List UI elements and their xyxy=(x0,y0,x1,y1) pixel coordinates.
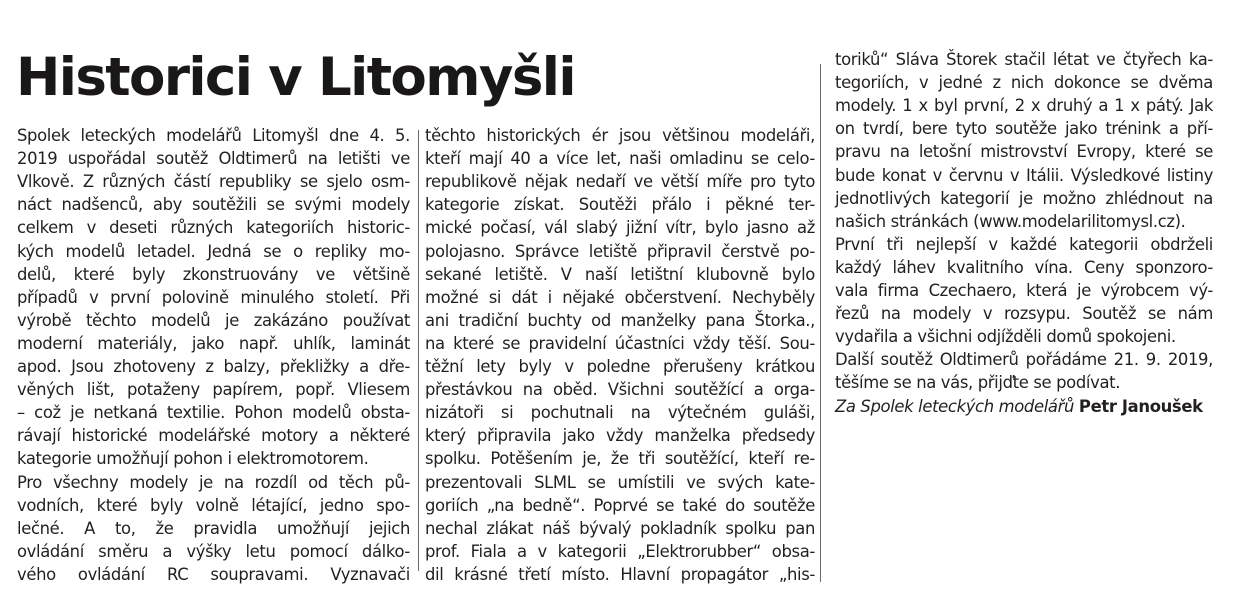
article-line: mické počasí, vál slabý jižní vítr, bylo jasno až xyxy=(425,218,815,238)
article-line: kategorie získat. Soutěži přálo i pěkné ter- xyxy=(425,195,815,215)
article-line: který připravila jako vždy manželka předsedy xyxy=(425,426,815,446)
article-line: vala firma Czechaero, která je výrobcem vý- xyxy=(835,281,1213,300)
article-column-1 xyxy=(17,0,410,592)
article-line: ani tradiční buchty od manželky pana Štorka., xyxy=(425,310,815,330)
article-line: on tvrdí, bere tyto soutěže jako trénink a pří- xyxy=(835,119,1213,139)
article-line: věných lišt, potaženy papírem, popř. Vliesem xyxy=(17,380,410,400)
article-column-3 xyxy=(835,0,1213,592)
article-line: Pro všechny modely je na rozdíl od těch pů- xyxy=(17,472,410,492)
signature-name: Petr Janoušek xyxy=(1078,396,1203,416)
article-line: celkem v deseti různých kategoriích historic- xyxy=(17,218,410,238)
article-column-2 xyxy=(425,0,815,592)
article-line: rávají historické modelářské motory a některé xyxy=(17,426,410,446)
article-line: republikově nějak nedaří ve větší míře pro tyto xyxy=(425,172,815,192)
article-line: – což je netkaná textilie. Pohon modelů obsta- xyxy=(17,403,410,423)
article-title: Historici v Litomyšli xyxy=(16,47,575,108)
article-line: nechal zlákat náš bývalý pokladník spolku pan xyxy=(425,518,815,538)
article-line: vodních, které byly volně létající, jedno spo- xyxy=(17,495,410,515)
article-line: apod. Jsou zhotoveny z balzy, překližky a dře- xyxy=(17,357,410,376)
article-line: vého ovládání RC soupravami. Vyznavači xyxy=(17,564,410,584)
article-line: Další soutěž Oldtimerů pořádáme 21. 9. 2019, xyxy=(835,350,1213,370)
column-divider-1 xyxy=(418,130,419,571)
article-line: každý láhev kvalitního vína. Ceny sponzoro- xyxy=(835,257,1213,277)
article-line: na které se pravidelní účastníci vždy těší. Sou- xyxy=(425,333,815,353)
signature-prefix: Za Spolek leteckých modelářů xyxy=(835,396,1075,416)
article-line: toriků“ Sláva Štorek stačil létat ve čtyřech ka- xyxy=(835,50,1213,69)
column-divider-2 xyxy=(820,64,821,582)
article-line: sekané letiště. V naší letištní klubovně bylo xyxy=(425,264,815,284)
article-line: dil krásné třetí místo. Hlavní propagátor „his- xyxy=(425,564,815,584)
article-line: vydařila a všichni odjížděli domů spokojeni. xyxy=(835,327,1176,347)
article-line: 2019 uspořádal soutěž Oldtimerů na letišti ve xyxy=(17,149,410,169)
article-line: kategorie umožňují pohon i elektromotorem. xyxy=(17,449,369,469)
article-line: Spolek leteckých modelářů Litomyšl dne 4. 5. xyxy=(17,126,410,145)
article-line: náct nadšenců, aby soutěžili se svými modely xyxy=(17,195,410,215)
article-line: delů, které byly zkonstruovány ve většině xyxy=(17,264,410,284)
article-line: bude konat v červnu v Itálii. Výsledkové listiny xyxy=(835,165,1213,185)
article-line: moderní materiály, jako např. uhlík, laminát xyxy=(17,333,410,353)
article-line: těchto historických ér jsou většinou modeláři, xyxy=(425,126,815,145)
article-line: kteří mají 40 a více let, naši omladinu se celo- xyxy=(425,149,815,169)
article-line: jednotlivých kategorií je možno zhlédnout na xyxy=(835,188,1213,208)
article-line: řezů na modely v rozsypu. Soutěž se nám xyxy=(835,304,1213,324)
article-line: nizátoři si pochutnali na výtečném guláši, xyxy=(425,403,815,423)
article-line: polojasno. Správce letiště připravil čerstvě po- xyxy=(425,241,815,261)
article-line: těžní lety byly v poledne přerušeny krátkou xyxy=(425,357,815,376)
article-line: případů v první polovině minulého století. Při xyxy=(17,287,410,307)
article-line: goriích „na bedně“. Poprvé se také do soutěže xyxy=(425,495,815,515)
article-line: možné si dát i nějaké občerstvení. Nechyběly xyxy=(425,287,815,307)
article-line: našich stránkách (www.modelarilitomysl.cz). xyxy=(835,211,1186,231)
article-line: tegoriích, v jedné z nich dokonce se dvěma xyxy=(835,73,1213,93)
article-line: Vlkově. Z různých částí republiky se sjelo osm- xyxy=(17,172,410,192)
article-line: prezentovali SLML se umístili ve svých kate- xyxy=(425,472,815,492)
article-line: těšíme se na vás, přijďte se podívat. xyxy=(835,373,1121,393)
article-line: kých modelů letadel. Jedná se o repliky mo- xyxy=(17,241,410,261)
article-line: pravu na letošní mistrovství Evropy, které se xyxy=(835,142,1213,162)
signature xyxy=(835,395,1213,418)
article-line: První tři nejlepší v každé kategorii obdrželi xyxy=(835,234,1213,254)
article-line: spolku. Potěšením je, že tři soutěžící, kteří re- xyxy=(425,449,815,469)
article-line: ovládání směru a výšky letu pomocí dálko- xyxy=(17,541,410,561)
article-line: lečné. A to, že pravidla umožňují jejich xyxy=(17,518,410,538)
article-line: výrobě těchto modelů je zakázáno používat xyxy=(17,310,410,330)
article-line: modely. 1 x byl první, 2 x druhý a 1 x pátý. Jak xyxy=(835,96,1213,116)
article-line: prof. Fiala a v kategorii „Elektrorubber“ obsa- xyxy=(425,541,815,561)
article-line: přestávkou na oběd. Všichni soutěžící a orga- xyxy=(425,380,815,400)
